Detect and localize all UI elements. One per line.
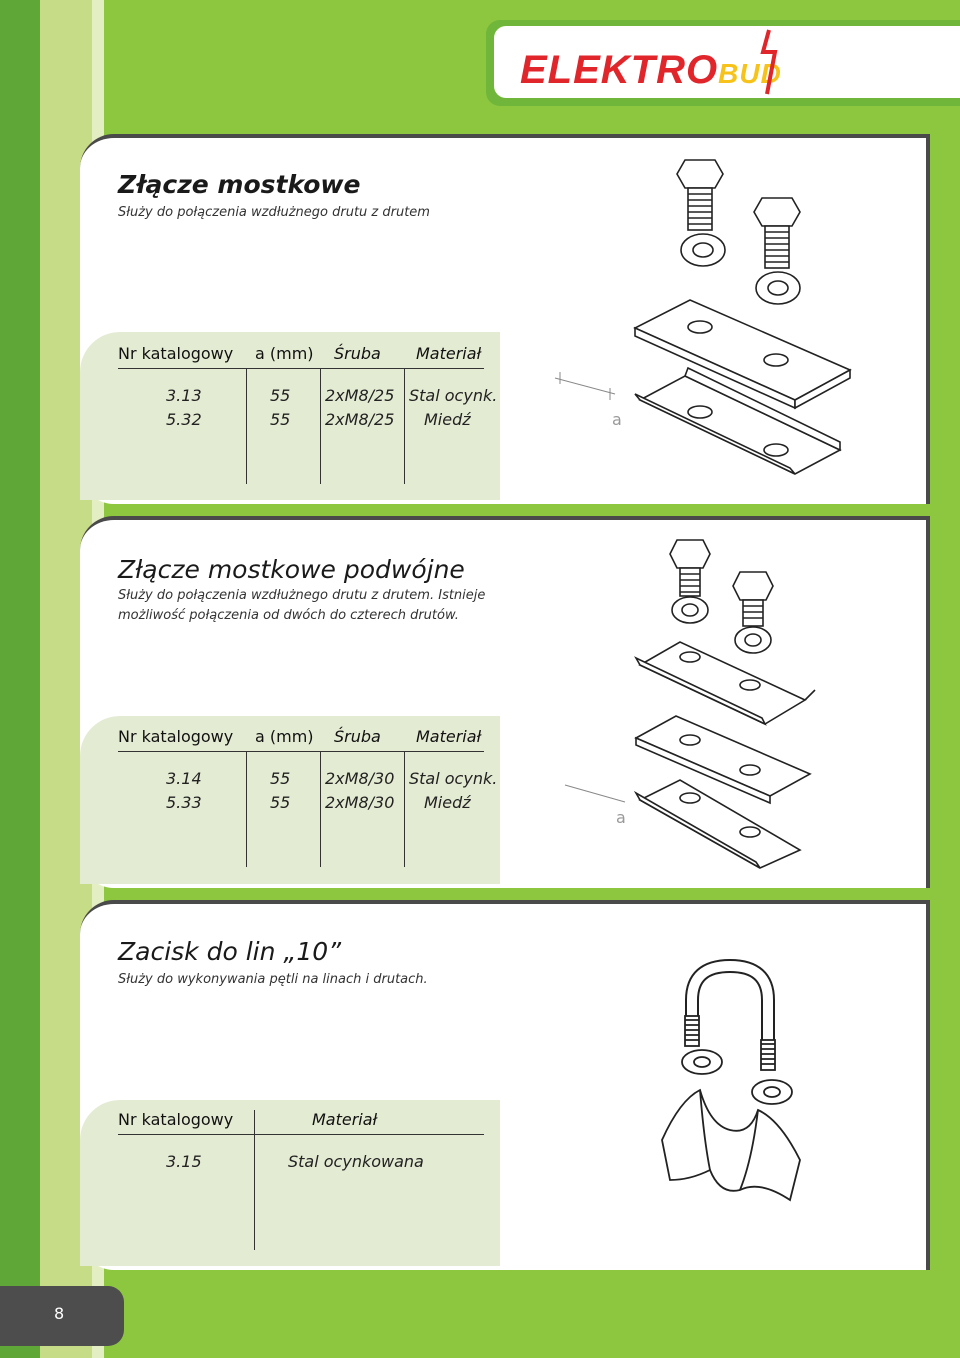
header-material: Materiał xyxy=(416,727,482,746)
section-title: Zacisk do lin „10” xyxy=(118,937,342,966)
section-subtitle: Służy do wykonywania pętli na linach i drutach. xyxy=(118,972,428,987)
header-rule xyxy=(118,751,484,752)
lightning-bolt-icon xyxy=(755,28,785,98)
header-rule xyxy=(118,1134,484,1135)
column-divider xyxy=(320,751,321,867)
header-screw: Śruba xyxy=(334,344,381,363)
section-subtitle: Służy do połączenia wzdłużnego drutu z drutem xyxy=(118,205,430,220)
header-a: a (mm) xyxy=(255,344,314,363)
bridge-clamp-drawing xyxy=(540,150,900,490)
column-divider xyxy=(404,368,405,484)
cell-catalog: 3.13 xyxy=(166,386,202,405)
cell-screw: 2xM8/30 xyxy=(325,769,395,788)
cell-a: 55 xyxy=(270,386,291,405)
cell-screw: 2xM8/25 xyxy=(325,410,395,429)
cell-catalog: 3.14 xyxy=(166,769,202,788)
header-catalog: Nr katalogowy xyxy=(118,1110,234,1129)
section-title: Złącze mostkowe xyxy=(118,170,361,199)
cell-catalog: 3.15 xyxy=(166,1152,202,1171)
cell-material: Stal ocynkowana xyxy=(288,1152,424,1171)
cell-material: Miedź xyxy=(424,793,471,812)
section-title: Złącze mostkowe podwójne xyxy=(118,555,465,584)
header-rule xyxy=(118,368,484,369)
dimension-label: a xyxy=(612,410,622,429)
double-bridge-clamp-drawing xyxy=(540,530,900,875)
header-material: Materiał xyxy=(416,344,482,363)
dimension-label: a xyxy=(616,808,626,827)
header-screw: Śruba xyxy=(334,727,381,746)
wire-rope-clip-drawing xyxy=(640,950,860,1210)
column-divider xyxy=(404,751,405,867)
cell-material: Miedź xyxy=(424,410,471,429)
cell-material: Stal ocynk. xyxy=(409,386,498,405)
page-number: 8 xyxy=(54,1304,65,1323)
header-catalog: Nr katalogowy xyxy=(118,727,234,746)
section-subtitle: Służy do połączenia wzdłużnego drutu z drutem. Istnieje możliwość połączenia od dwóch do czterech drutów. xyxy=(118,588,486,623)
cell-catalog: 5.33 xyxy=(166,793,202,812)
bg-stripe-dark xyxy=(0,0,40,1358)
cell-screw: 2xM8/25 xyxy=(325,386,395,405)
logo-part2: BUD xyxy=(718,58,782,89)
header-catalog: Nr katalogowy xyxy=(118,344,234,363)
brand-logo xyxy=(520,48,782,93)
cell-a: 55 xyxy=(270,410,291,429)
column-divider xyxy=(254,1110,255,1250)
column-divider xyxy=(246,751,247,867)
cell-a: 55 xyxy=(270,769,291,788)
header-a: a (mm) xyxy=(255,727,314,746)
cell-material: Stal ocynk. xyxy=(409,769,498,788)
cell-catalog: 5.32 xyxy=(166,410,202,429)
column-divider xyxy=(246,368,247,484)
cell-a: 55 xyxy=(270,793,291,812)
cell-screw: 2xM8/30 xyxy=(325,793,395,812)
header-material: Materiał xyxy=(312,1110,378,1129)
logo-part1: ELEKTRO xyxy=(520,48,719,92)
column-divider xyxy=(320,368,321,484)
